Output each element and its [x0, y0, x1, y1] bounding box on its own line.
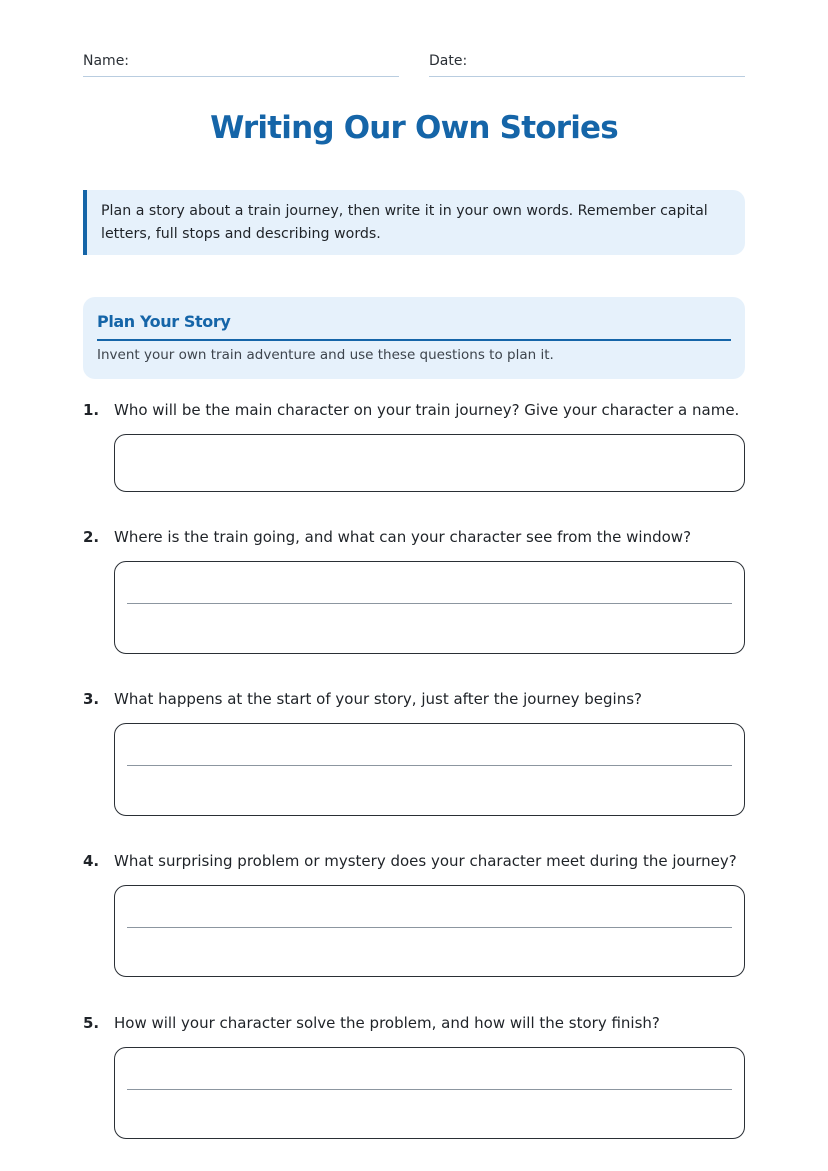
question-number: 4.: [83, 852, 100, 870]
answer-box-1[interactable]: [114, 434, 745, 492]
writing-line: [127, 765, 732, 766]
section-title: Plan Your Story: [97, 311, 731, 341]
intro-callout: Plan a story about a train journey, then write it in your own words. Remember capital letters, full stops and describing words.: [83, 190, 745, 255]
answer-box-4[interactable]: [114, 885, 745, 977]
question-row: [83, 526, 745, 550]
writing-line: [127, 603, 732, 604]
answer-box-5[interactable]: [114, 1047, 745, 1139]
question-1: [83, 399, 745, 423]
writing-line: [127, 1089, 732, 1090]
question-4: [83, 850, 745, 874]
plan-section-header: [83, 297, 745, 379]
question-number: 5.: [83, 1014, 100, 1032]
header-fields: [83, 52, 745, 78]
name-field[interactable]: [83, 52, 399, 77]
question-text: Where is the train going, and what can your character see from the window?: [114, 528, 692, 546]
question-number: 2.: [83, 528, 100, 546]
question-row: [83, 1012, 745, 1036]
question-row: [83, 688, 745, 712]
writing-line: [127, 927, 732, 928]
answer-box-3[interactable]: [114, 723, 745, 816]
question-2: [83, 526, 745, 550]
date-field[interactable]: [429, 52, 745, 77]
date-label: Date:: [429, 53, 468, 69]
answer-box-2[interactable]: [114, 561, 745, 654]
question-row: [83, 850, 745, 874]
name-label: Name:: [83, 53, 130, 69]
question-5: [83, 1012, 745, 1036]
question-3: [83, 688, 745, 712]
question-number: 3.: [83, 690, 100, 708]
question-text: How will your character solve the problem, and how will the story finish?: [114, 1014, 660, 1032]
question-text: What happens at the start of your story, just after the journey begins?: [114, 690, 642, 708]
section-subtitle: Invent your own train adventure and use these questions to plan it.: [97, 347, 554, 363]
question-text: What surprising problem or mystery does your character meet during the journey?: [114, 852, 737, 870]
question-text: Who will be the main character on your train journey? Give your character a name.: [114, 401, 740, 419]
question-number: 1.: [83, 401, 100, 419]
question-row: [83, 399, 745, 423]
page-title: Writing Our Own Stories: [210, 110, 618, 146]
